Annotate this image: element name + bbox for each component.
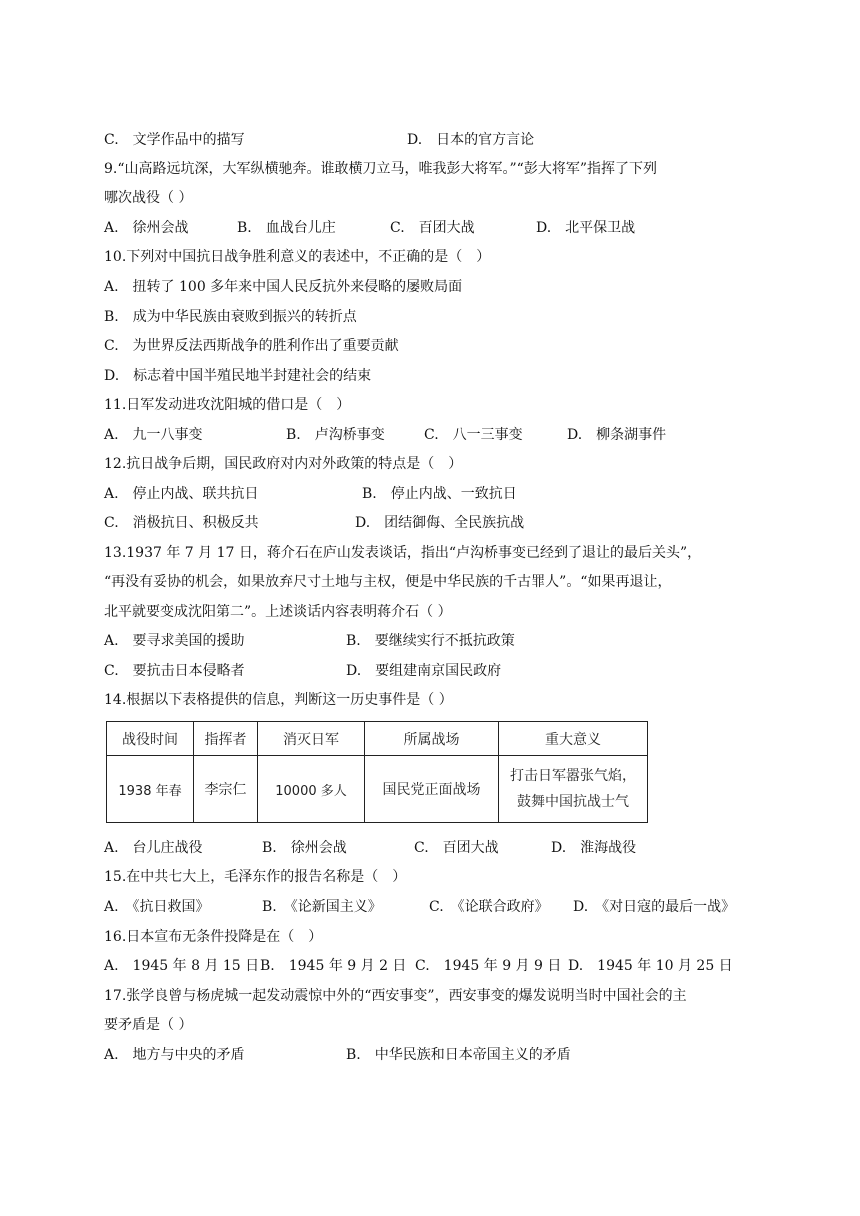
q11-option-d: D. 柳条湖事件 <box>567 427 667 443</box>
table-header: 重大意义 <box>499 722 648 756</box>
q15-option-b: B. 《论新国主义》 <box>262 899 382 915</box>
q8-option-d: D. 日本的官方言论 <box>407 132 535 148</box>
q16-option-d: D. 1945 年 10 月 25 日 <box>568 958 733 974</box>
table-row <box>107 756 648 823</box>
q13-stem-line1: 13.1937 年 7 月 17 日，蒋介石在庐山发表谈话，指出“卢沟桥事变已经到了退让的最后关头”， <box>104 545 702 561</box>
q12-option-d: D. 团结御侮、全民族抗战 <box>355 515 525 531</box>
q10-option-c: C. 为世界反法西斯战争的胜利作出了重要贡献 <box>104 338 399 354</box>
q12-option-a: A. 停止内战、联共抗日 <box>104 486 259 502</box>
cell-time: 1938 年春 <box>107 756 194 823</box>
q16-option-a: A. 1945 年 8 月 15 日 <box>104 958 260 974</box>
q10-stem: 10.下列对中国抗日战争胜利意义的表述中，不正确的是（ ） <box>104 249 491 265</box>
q10-option-a: A. 扭转了 100 多年来中国人民反抗外来侵略的屡败局面 <box>104 279 463 295</box>
cell-commander: 李宗仁 <box>194 756 258 823</box>
q10-option-b: B. 成为中华民族由衰败到振兴的转折点 <box>104 309 357 325</box>
q16-stem: 16.日本宣布无条件投降是在（ ） <box>104 929 323 945</box>
q11-option-b: B. 卢沟桥事变 <box>286 427 385 443</box>
q13-stem-line2: “再没有妥协的机会，如果放弃尺寸土地与主权，便是中华民族的千古罪人”。“如果再退让， <box>104 574 672 590</box>
q14-info-table <box>106 721 648 823</box>
q15-option-d: D. 《对日寇的最后一战》 <box>573 899 736 915</box>
q17-stem-line1: 17.张学良曾与杨虎城一起发动震惊中外的“西安事变”，西安事变的爆发说明当时中国社会的主 <box>104 988 687 1004</box>
q13-option-c: C. 要抗击日本侵略者 <box>104 663 245 679</box>
cell-significance <box>499 756 648 823</box>
table-header: 消灭日军 <box>258 722 365 756</box>
q17-option-b: B. 中华民族和日本帝国主义的矛盾 <box>346 1047 571 1063</box>
q12-option-b: B. 停止内战、一致抗日 <box>362 486 517 502</box>
cell-killed: 10000 多人 <box>258 756 365 823</box>
q9-option-d: D. 北平保卫战 <box>536 220 636 236</box>
q15-option-c: C. 《论联合政府》 <box>429 899 549 915</box>
q9-option-b: B. 血战台儿庄 <box>237 220 336 236</box>
q16-option-b: B. 1945 年 9 月 2 日 <box>260 958 407 974</box>
table-header: 所属战场 <box>365 722 499 756</box>
q11-stem: 11.日军发动进攻沈阳城的借口是（ ） <box>104 397 351 413</box>
q13-option-b: B. 要继续实行不抵抗政策 <box>346 633 515 649</box>
table-header-row <box>107 722 648 756</box>
q8-option-c: C. 文学作品中的描写 <box>104 132 245 148</box>
q16-option-c: C. 1945 年 9 月 9 日 <box>415 958 562 974</box>
table-header: 战役时间 <box>107 722 194 756</box>
cell-theater: 国民党正面战场 <box>365 756 499 823</box>
q14-option-c: C. 百团大战 <box>414 840 499 856</box>
q11-option-a: A. 九一八事变 <box>104 427 203 443</box>
q10-option-d: D. 标志着中国半殖民地半封建社会的结束 <box>104 368 372 384</box>
q12-option-c: C. 消极抗日、积极反共 <box>104 515 259 531</box>
q17-stem-line2: 要矛盾是（ ） <box>104 1017 193 1033</box>
q13-stem-line3: 北平就要变成沈阳第二”。上述谈话内容表明蒋介石（ ） <box>104 604 452 620</box>
q14-stem: 14.根据以下表格提供的信息，判断这一历史事件是（ ） <box>104 692 453 708</box>
q11-option-c: C. 八一三事变 <box>424 427 523 443</box>
cell-significance-line2: 鼓舞中国抗战士气 <box>517 794 629 810</box>
q14-option-b: B. 徐州会战 <box>262 840 347 856</box>
table-header: 指挥者 <box>194 722 258 756</box>
q9-option-a: A. 徐州会战 <box>104 220 189 236</box>
q15-option-a: A. 《抗日救国》 <box>104 899 210 915</box>
q15-stem: 15.在中共七大上，毛泽东作的报告名称是（ ） <box>104 869 407 885</box>
q13-option-a: A. 要寻求美国的援助 <box>104 633 245 649</box>
q9-stem-line1: 9.“山高路远坑深，大军纵横驰奔。谁敢横刀立马，唯我彭大将军。”“彭大将军”指挥了下列 <box>104 161 657 177</box>
q14-option-d: D. 淮海战役 <box>551 840 637 856</box>
cell-significance-line1: 打击日军嚣张气焰， <box>510 768 636 784</box>
q9-stem-line2: 哪次战役（ ） <box>104 190 193 206</box>
q14-option-a: A. 台儿庄战役 <box>104 840 203 856</box>
q12-stem: 12.抗日战争后期，国民政府对内对外政策的特点是（ ） <box>104 456 463 472</box>
q9-option-c: C. 百团大战 <box>390 220 475 236</box>
q17-option-a: A. 地方与中央的矛盾 <box>104 1047 245 1063</box>
q13-option-d: D. 要组建南京国民政府 <box>346 663 502 679</box>
